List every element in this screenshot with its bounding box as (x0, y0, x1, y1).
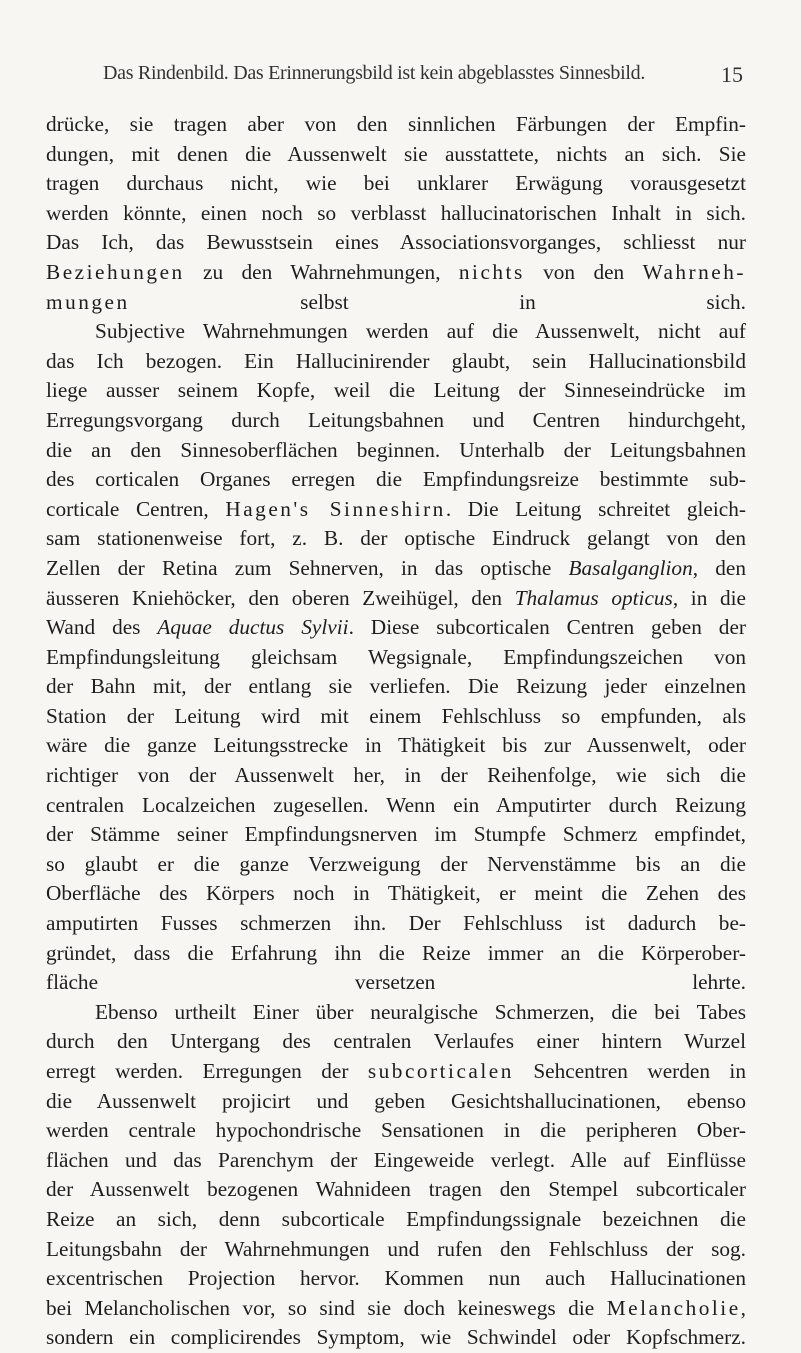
text-line: der Aussenwelt bezogenen Wahnideen tragen den Stempel subcorticaler (46, 1177, 746, 1202)
text-line (46, 615, 746, 639)
text-line: flächen und das Parenchym der Eingeweide verlegt. Alle auf Einflüsse (46, 1147, 746, 1172)
spaced-term: subcorticalen (367, 1059, 514, 1083)
text-line: centralen Localzeichen zugesellen. Wenn ein Amputirter durch Reizung (46, 792, 746, 817)
text-line: Reize an sich, denn subcorticale Empfindungssignale bezeichnen die (46, 1206, 746, 1231)
text-line: der Stämme seiner Empfindungsnerven im Stumpfe Schmerz empfindet, (46, 822, 746, 847)
text-fragment: . Diese subcorticalen Centren geben der (348, 615, 746, 640)
text-line (46, 1059, 746, 1083)
body-text (46, 110, 746, 1353)
text-fragment: erregt werden. Erregungen der (46, 1059, 368, 1083)
paragraph-1 (46, 110, 746, 317)
text-fragment: Sehcentren werden in (513, 1059, 747, 1083)
text-line: der Bahn mit, der entlang sie verliefen. Die Reizung jeder einzelnen (46, 674, 746, 699)
text-fragment: bei Melancholischen vor, so sind sie doch keineswegs die (46, 1295, 607, 1320)
running-title: Das Rindenbild. Das Erinnerungsbild ist kein abgeblasstes Sinnesbild. (103, 62, 646, 84)
text-line (46, 586, 746, 610)
text-line (46, 290, 746, 314)
text-line (46, 1296, 746, 1320)
text-line (46, 497, 746, 521)
text-line: sam stationenweise fort, z. B. der optische Eindruck gelangt von den (46, 526, 746, 551)
text-fragment: Wand des (46, 615, 158, 640)
italic-term: Basalganglion (568, 555, 693, 580)
text-line: fläche versetzen lehrte. (46, 970, 746, 995)
text-line: drücke, sie tragen aber von den sinnlichen Färbungen der Empfin- (46, 112, 746, 136)
text-line: Station der Leitung wird mit einem Fehlschluss so empfunden, als (46, 703, 746, 728)
text-fragment: , (740, 1295, 746, 1320)
text-line: amputirten Fusses schmerzen ihn. Der Fehlschluss ist dadurch be- (46, 911, 746, 936)
spaced-term: Beziehungen (46, 259, 185, 284)
text-line (46, 556, 746, 580)
text-line: Das Ich, das Bewusstsein eines Associationsvorganges, schliesst nur (46, 230, 746, 255)
text-line: des corticalen Organes erregen die Empfindungsreize bestimmte sub- (46, 467, 746, 492)
text-line: die an den Sinnesoberflächen beginnen. Unterhalb der Leitungsbahnen (46, 437, 746, 462)
paragraph-3 (46, 998, 746, 1353)
spaced-term: mungen (46, 289, 130, 314)
italic-term: Aquae ductus Sylvii (157, 615, 349, 640)
page-number: 15 (721, 62, 743, 87)
running-header (103, 62, 743, 92)
text-line: Leitungsbahn der Wahrnehmungen und rufen den Fehlschluss der sog. (46, 1236, 746, 1261)
text-line: durch den Untergang des centralen Verlaufes einer hintern Wurzel (46, 1029, 746, 1054)
text-fragment: von den (524, 259, 643, 284)
text-line: Oberfläche des Körpers noch in Thätigkeit, er meint die Zehen des (46, 881, 746, 906)
text-line: Ebenso urtheilt Einer über neuralgische Schmerzen, die bei Tabes (95, 999, 746, 1024)
text-line: sondern ein complicirendes Symptom, wie Schwindel oder Kopfschmerz. (46, 1325, 746, 1350)
text-line: Subjective Wahrnehmungen werden auf die Aussenwelt, nicht auf (95, 319, 746, 344)
text-fragment: , den (692, 555, 746, 580)
text-fragment: Zellen der Retina zum Sehnerven, in das optische (46, 555, 569, 580)
text-line: werden könnte, einen noch so verblasst hallucinatorischen Inhalt in sich. (46, 200, 746, 225)
text-fragment: selbst in sich. (129, 289, 746, 314)
text-fragment: äusseren Kniehöcker, den oberen Zweihügel, den (46, 585, 515, 610)
text-fragment: , in die (672, 585, 747, 610)
text-line: die Aussenwelt projicirt und geben Gesichtshallucinationen, ebenso (46, 1088, 746, 1113)
text-fragment: corticale Centren, (46, 496, 226, 521)
text-line: excentrischen Projection hervor. Kommen nun auch Hallucinationen (46, 1266, 746, 1291)
spaced-term: Hagen's Sinneshirn (225, 496, 446, 521)
italic-term: Thalamus opticus (514, 585, 673, 610)
spaced-term: Melancholie (606, 1295, 741, 1320)
text-line: richtiger von der Aussenwelt her, in der Reihenfolge, wie sich die (46, 763, 746, 788)
text-line: das Ich bezogen. Ein Hallucinirender glaubt, sein Hallucinationsbild (46, 348, 746, 373)
text-line: liege ausser seinem Kopfe, weil die Leitung der Sinneseindrücke im (46, 378, 746, 403)
text-line: so glaubt er die ganze Verzweigung der Nervenstämme bis an die (46, 851, 746, 876)
text-line: werden centrale hypochondrische Sensationen in die peripheren Ober- (46, 1118, 746, 1143)
text-line: gründet, dass die Erfahrung ihn die Reize immer an die Körperober- (46, 940, 746, 965)
text-line: Empfindungsleitung gleichsam Wegsignale, Empfindungszeichen von (46, 644, 746, 669)
spaced-term: nichts (458, 259, 525, 284)
paragraph-2 (46, 317, 746, 998)
text-line: tragen durchaus nicht, wie bei unklarer Erwägung vorausgesetzt (46, 171, 746, 196)
text-fragment: zu den Wahrnehmungen, (184, 259, 459, 284)
text-line: Erregungsvorgang durch Leitungsbahnen und Centren hindurchgeht, (46, 407, 746, 432)
text-line: dungen, mit denen die Aussenwelt sie ausstattete, nichts an sich. Sie (46, 141, 746, 166)
text-line: wäre die ganze Leitungsstrecke in Thätigkeit bis zur Aussenwelt, oder (46, 733, 746, 758)
spaced-term: Wahrneh- (642, 259, 746, 284)
text-line (46, 260, 746, 284)
text-fragment: . Die Leitung schreitet gleich- (445, 496, 746, 521)
